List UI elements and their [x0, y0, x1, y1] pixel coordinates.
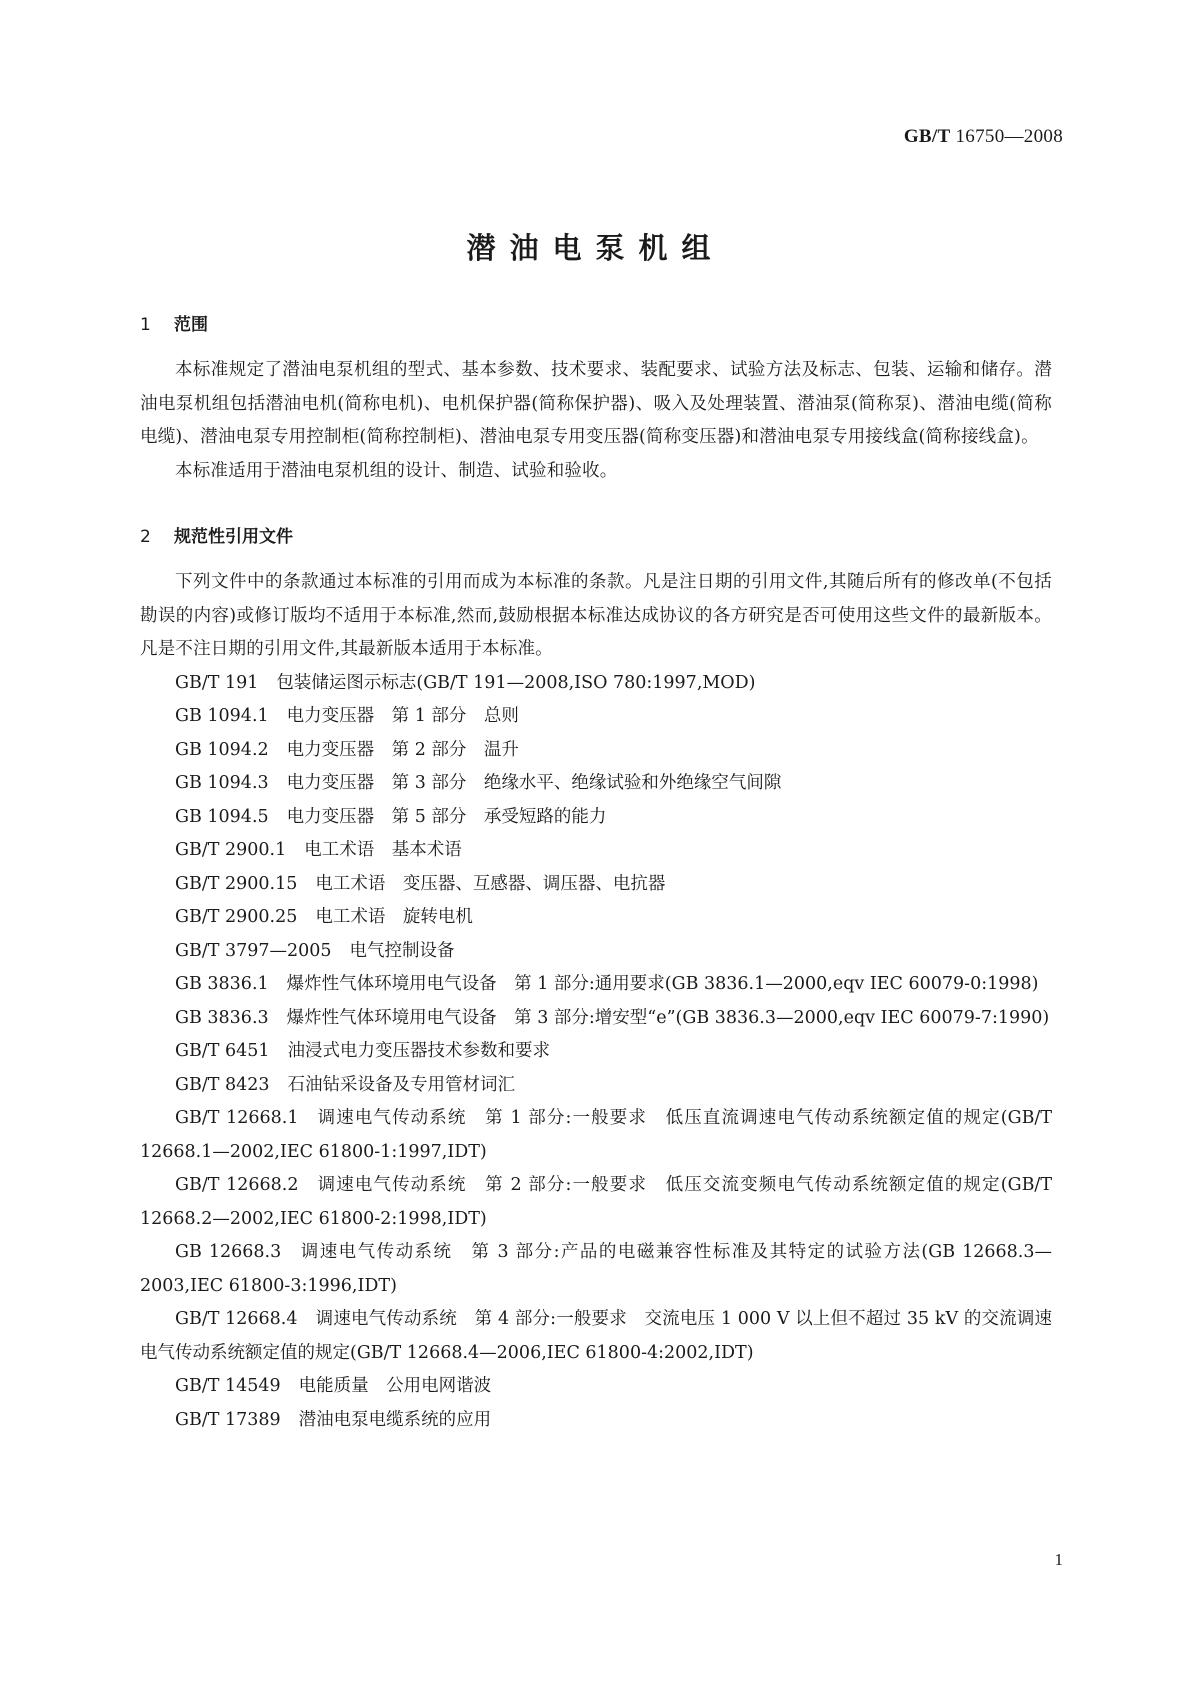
reference-code: GB/T 2900.25: [175, 907, 298, 927]
reference-item: [140, 1236, 1052, 1303]
reference-code: GB/T 3797—2005: [175, 940, 332, 961]
reference-item: [140, 801, 1052, 835]
paragraph: 下列文件中的条款通过本标准的引用而成为本标准的条款。凡是注日期的引用文件,其随后所有的修改单(不包括勘误的内容)或修订版均不适用于本标准,然而,鼓励根据本标准达成协议的各方研究是否可使用这些文件的最新版本。凡是不注日期的引用文件,其最新版本适用于本标准。: [140, 572, 1052, 659]
reference-title: 调速电气传动系统 第 1 部分:一般要求 低压直流调速电气传动系统额定值的规定(GB/T 12668.1—2002,IEC 61800-1:1997,IDT): [140, 1108, 1053, 1162]
reference-item: [140, 1404, 1052, 1438]
section-title: 规范性引用文件: [174, 527, 293, 547]
reference-title: 调速电气传动系统 第 4 部分:一般要求 交流电压 1 000 V 以上但不超过 35 kV 的交流调速电气传动系统额定值的规定(GB/T 12668.4—2006,IEC 61800-4:2002,IDT): [140, 1309, 1052, 1363]
reference-code: GB/T 2900.1: [175, 840, 287, 860]
reference-code: GB/T 12668.4: [175, 1309, 298, 1329]
reference-item: [140, 667, 1052, 701]
standard-prefix: GB/T: [903, 126, 951, 147]
reference-item: [140, 968, 1052, 1002]
reference-code: GB/T 6451: [175, 1041, 270, 1061]
reference-code: GB/T 12668.1: [175, 1108, 299, 1128]
reference-item: [140, 901, 1052, 935]
reference-title: 电能质量 公用电网谐波: [298, 1376, 492, 1396]
reference-item: [140, 1169, 1052, 1236]
reference-code: GB 1094.2: [175, 739, 269, 760]
section-heading: [140, 524, 1052, 550]
section-title: 范围: [174, 315, 208, 335]
document-title: 潜油电泵机组: [466, 231, 725, 265]
section-heading: [140, 312, 1052, 338]
section-number: 2: [140, 527, 151, 547]
reference-item: [140, 868, 1052, 902]
reference-code: GB/T 14549: [175, 1376, 281, 1396]
page-number: 1: [1054, 1550, 1063, 1569]
reference-item: [140, 734, 1052, 768]
reference-code: GB/T 12668.2: [175, 1175, 299, 1195]
reference-title: 包装储运图示标志(GB/T 191—2008,ISO 780:1997,MOD): [276, 672, 756, 693]
reference-item: [140, 767, 1052, 801]
reference-title: 调速电气传动系统 第 3 部分:产品的电磁兼容性标准及其特定的试验方法(GB 12668.3—2003,IEC 61800-3:1996,IDT): [140, 1242, 1052, 1296]
reference-code: GB 1094.3: [175, 773, 269, 793]
paragraph: 本标准规定了潜油电泵机组的型式、基本参数、技术要求、装配要求、试验方法及标志、包装、运输和储存。潜油电泵机组包括潜油电机(简称电机)、电机保护器(简称保护器)、吸入及处理装置、潜油泵(简称泵)、潜油电缆(简称电缆)、潜油电泵专用控制柜(简称控制柜)、潜油电泵专用变压器(简称变压器)和潜油电泵专用接线盒(简称接线盒)。: [140, 360, 1052, 447]
section-number: 1: [140, 315, 151, 335]
reference-item: [140, 1370, 1052, 1404]
reference-item: [140, 1102, 1052, 1169]
reference-title: 油浸式电力变压器技术参数和要求: [287, 1041, 551, 1061]
reference-title: 电力变压器 第 5 部分 承受短路的能力: [286, 806, 607, 827]
reference-item: [140, 834, 1052, 868]
reference-title: 电力变压器 第 2 部分 温升: [286, 739, 519, 760]
reference-code: GB/T 17389: [175, 1409, 281, 1430]
reference-code: GB/T 2900.15: [175, 873, 298, 894]
reference-title: 电力变压器 第 3 部分 绝缘水平、绝缘试验和外绝缘空气间隙: [286, 773, 782, 793]
reference-code: GB/T 191: [175, 672, 259, 693]
reference-code: GB 1094.5: [175, 806, 269, 827]
reference-title: 电力变压器 第 1 部分 总则: [286, 706, 519, 726]
reference-list: [140, 667, 1052, 1438]
reference-code: GB/T 8423: [175, 1074, 270, 1095]
reference-title: 潜油电泵电缆系统的应用: [298, 1409, 492, 1430]
reference-title: 爆炸性气体环境用电气设备 第 3 部分:增安型“e”(GB 3836.3—2000,eqv IEC 60079-7:1990): [286, 1007, 1050, 1028]
reference-title: 石油钻采设备及专用管材词汇: [287, 1074, 516, 1095]
reference-item: [140, 1035, 1052, 1069]
reference-title: 电气控制设备: [349, 940, 455, 961]
reference-item: [140, 1002, 1052, 1036]
reference-item: [140, 1303, 1052, 1370]
reference-title: 电工术语 旋转电机: [315, 907, 473, 927]
reference-title: 电工术语 基本术语: [304, 840, 462, 860]
section-scope: [140, 312, 1052, 488]
reference-item: [140, 1069, 1052, 1103]
reference-item: [140, 935, 1052, 969]
reference-title: 调速电气传动系统 第 2 部分:一般要求 低压交流变频电气传动系统额定值的规定(GB/T 12668.2—2002,IEC 61800-2:1998,IDT): [140, 1175, 1053, 1229]
section-normative-references: [140, 524, 1052, 1437]
standard-code: [904, 126, 1063, 148]
standard-number: 16750—2008: [955, 126, 1063, 147]
reference-code: GB 3836.3: [175, 1007, 269, 1028]
reference-item: [140, 700, 1052, 734]
paragraph: 本标准适用于潜油电泵机组的设计、制造、试验和验收。: [175, 460, 618, 481]
reference-title: 爆炸性气体环境用电气设备 第 1 部分:通用要求(GB 3836.1—2000,eqv IEC 60079-0:1998): [286, 974, 1039, 994]
reference-title: 电工术语 变压器、互感器、调压器、电抗器: [315, 873, 666, 894]
reference-code: GB 1094.1: [175, 706, 269, 726]
reference-code: GB 12668.3: [175, 1242, 282, 1262]
reference-code: GB 3836.1: [175, 974, 269, 994]
